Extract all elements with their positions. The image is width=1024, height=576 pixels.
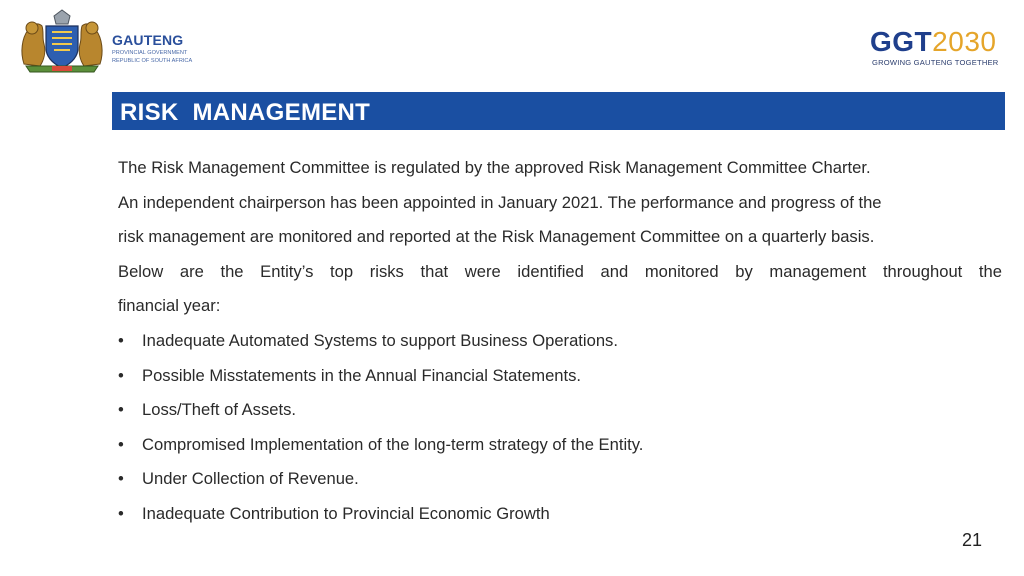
list-item (118, 462, 1002, 497)
paragraph-line: risk management are monitored and reported at the Risk Management Committee on a quarterly basis. (118, 227, 875, 247)
bullet-icon: • (118, 503, 124, 523)
paragraph-line: The Risk Management Committee is regulated by the approved Risk Management Committee Charter. (118, 158, 871, 177)
slide-title-bar (112, 92, 1005, 130)
bullet-icon: • (118, 330, 124, 350)
bullet-icon: • (118, 365, 124, 385)
gauteng-subtitle-provincial: PROVINCIAL GOVERNMENT (112, 50, 188, 56)
intro-paragraph (118, 151, 1002, 324)
list-item (118, 359, 1002, 394)
paragraph-line: An independent chairperson has been appointed in January 2021. The performance and progress of the (118, 192, 882, 212)
risk-item-text: Inadequate Contribution to Provincial Economic Growth (142, 503, 550, 523)
list-item (118, 324, 1002, 359)
slide-body (118, 151, 1002, 532)
gauteng-subtitle-republic: REPUBLIC OF SOUTH AFRICA (112, 58, 193, 64)
risk-item-text: Loss/Theft of Assets. (142, 400, 297, 420)
bullet-icon: • (118, 400, 124, 420)
bullet-icon: • (118, 469, 124, 489)
ggt-wordmark-2030: 2030 (932, 26, 997, 57)
gauteng-title: GAUTENG (112, 32, 184, 48)
ggt2030-tagline: GROWING GAUTENG TOGETHER (872, 58, 999, 67)
risk-item-text: Compromised Implementation of the long-term strategy of the Entity. (142, 434, 644, 454)
coat-of-arms-icon (16, 8, 108, 74)
gauteng-logo (16, 8, 206, 74)
paragraph-line: Below are the Entity’s top risks that were identified and monitored by management throughout the (118, 261, 1002, 281)
risk-item-text: Possible Misstatements in the Annual Financial Statements. (142, 365, 582, 385)
bullet-icon: • (118, 434, 124, 454)
risk-item-text: Inadequate Automated Systems to support Business Operations. (142, 330, 618, 350)
ggt2030-logo (868, 28, 1008, 70)
top-risks-list (118, 324, 1002, 532)
paragraph-line: financial year: (118, 296, 221, 316)
risk-item-text: Under Collection of Revenue. (142, 469, 359, 489)
list-item (118, 428, 1002, 463)
ggt2030-wordmark (870, 28, 996, 56)
ggt-wordmark-ggt: GGT (870, 26, 933, 57)
slide-title: RISK MANAGEMENT (120, 99, 371, 126)
list-item (118, 393, 1002, 428)
page-number: 21 (962, 530, 983, 550)
list-item (118, 497, 1002, 532)
